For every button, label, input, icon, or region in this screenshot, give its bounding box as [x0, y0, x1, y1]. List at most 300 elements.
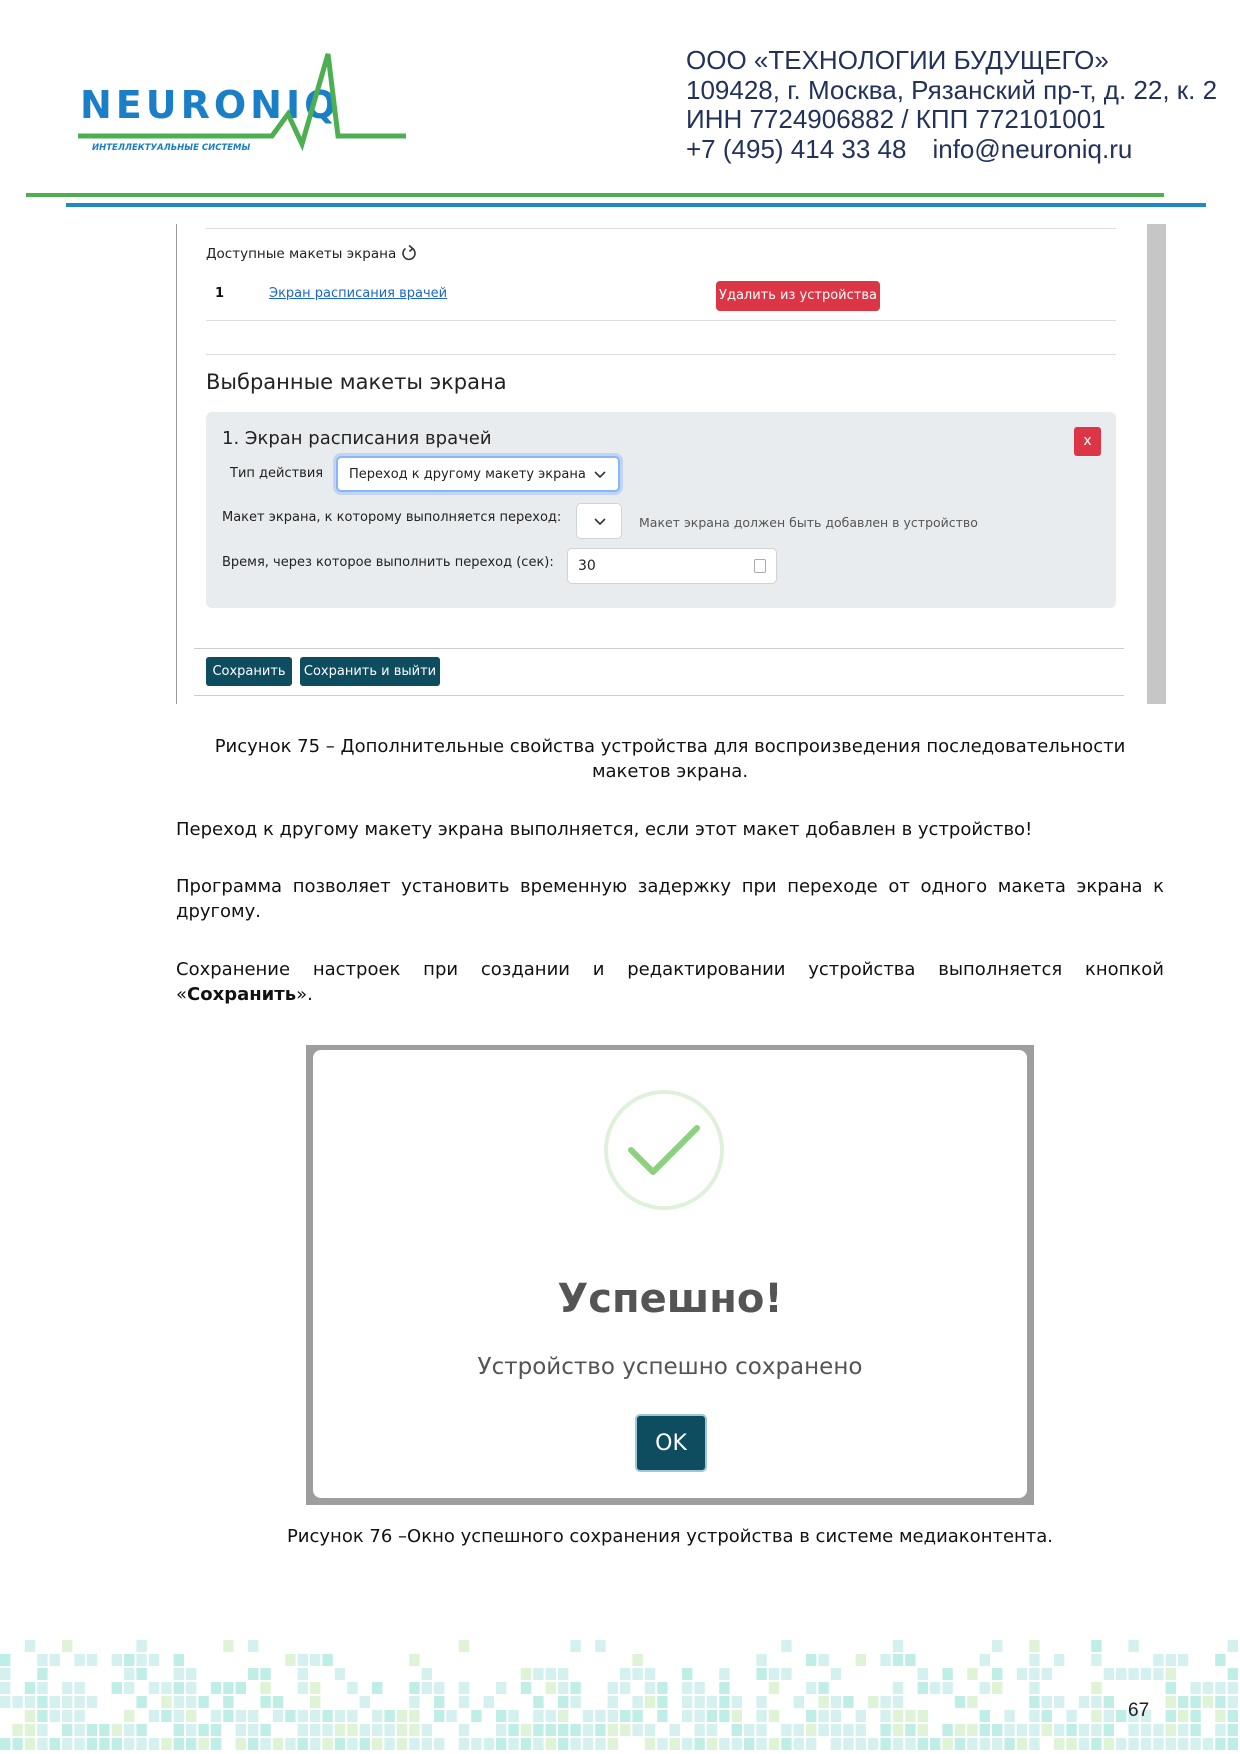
pattern-tile	[174, 1696, 184, 1708]
save-button[interactable]: Сохранить	[206, 657, 292, 686]
divider	[194, 695, 1124, 696]
pattern-tile	[794, 1696, 804, 1708]
pattern-tile	[583, 1724, 593, 1736]
divider	[206, 354, 1116, 355]
screenshot-edge	[176, 224, 177, 704]
pattern-tile	[620, 1710, 630, 1722]
pattern-tile	[831, 1668, 841, 1680]
pattern-tile	[608, 1724, 618, 1736]
pattern-tile	[298, 1710, 308, 1722]
pattern-tile	[558, 1696, 568, 1708]
company-contacts	[686, 135, 1217, 165]
pattern-tile	[496, 1724, 506, 1736]
pattern-tile	[0, 1668, 10, 1680]
pattern-tile	[682, 1710, 692, 1722]
pattern-tile	[298, 1682, 308, 1694]
pattern-tile	[1128, 1640, 1138, 1652]
pattern-tile	[25, 1682, 35, 1694]
pattern-tile	[533, 1738, 543, 1750]
pattern-tile	[570, 1738, 580, 1750]
pattern-tile	[1017, 1738, 1027, 1750]
pattern-tile	[37, 1710, 47, 1722]
pattern-tile	[74, 1654, 84, 1666]
pattern-tile	[905, 1738, 915, 1750]
pattern-tile	[595, 1710, 605, 1722]
paragraph-save-line1: Сохранение настроек при создании и редактировании устройства выполняется кнопкой	[176, 959, 1164, 980]
selected-layout-title: 1. Экран расписания врачей	[222, 428, 492, 449]
pattern-tile	[260, 1724, 270, 1736]
company-phone: +7 (495) 414 33 48	[686, 133, 907, 164]
pattern-tile	[905, 1724, 915, 1736]
pattern-tile	[1104, 1696, 1114, 1708]
pattern-tile	[558, 1668, 568, 1680]
pattern-tile	[62, 1696, 72, 1708]
pattern-tile	[980, 1682, 990, 1694]
pattern-tile	[632, 1710, 642, 1722]
pattern-tile	[422, 1738, 432, 1750]
pattern-tile	[818, 1682, 828, 1694]
pattern-tile	[74, 1710, 84, 1722]
pattern-tile	[397, 1710, 407, 1722]
pattern-tile	[310, 1682, 320, 1694]
pattern-tile	[818, 1724, 828, 1736]
pattern-tile	[484, 1696, 494, 1708]
pattern-tile	[174, 1668, 184, 1680]
pattern-tile	[645, 1682, 655, 1694]
figure-75-caption-line2: макетов экрана.	[591, 761, 749, 782]
available-item-link[interactable]: Экран расписания врачей	[269, 286, 448, 301]
pattern-tile	[50, 1738, 60, 1750]
pattern-tile	[223, 1640, 233, 1652]
target-layout-select[interactable]	[576, 503, 622, 539]
pattern-tile	[719, 1682, 729, 1694]
pattern-tile	[918, 1738, 928, 1750]
pattern-tile	[1104, 1738, 1114, 1750]
target-layout-hint: Макет экрана должен быть добавлен в устройство	[639, 515, 978, 530]
pattern-tile	[409, 1724, 419, 1736]
pattern-tile	[347, 1724, 357, 1736]
pattern-tile	[707, 1696, 717, 1708]
pattern-tile	[967, 1668, 977, 1680]
pattern-tile	[1215, 1696, 1225, 1708]
pattern-tile	[372, 1710, 382, 1722]
pattern-tile	[769, 1682, 779, 1694]
pattern-tile	[248, 1710, 258, 1722]
pattern-tile	[397, 1738, 407, 1750]
pattern-tile	[161, 1682, 171, 1694]
pattern-tile	[248, 1640, 258, 1652]
pattern-tile	[967, 1696, 977, 1708]
delay-input[interactable]	[567, 548, 777, 584]
pattern-tile	[769, 1738, 779, 1750]
pattern-tile	[831, 1696, 841, 1708]
pattern-tile	[719, 1696, 729, 1708]
pattern-tile	[422, 1724, 432, 1736]
pattern-tile	[198, 1696, 208, 1708]
pattern-tile	[174, 1724, 184, 1736]
pattern-tile	[310, 1738, 320, 1750]
figure-75-caption-line1: Рисунок 75 – Дополнительные свойства устройства для воспроизведения последовательности	[214, 736, 1126, 757]
pattern-tile	[25, 1724, 35, 1736]
pattern-tile	[1029, 1738, 1039, 1750]
pattern-tile	[1190, 1738, 1200, 1750]
pattern-tile	[99, 1724, 109, 1736]
check-circle-icon	[602, 1088, 726, 1212]
delay-label: Время, через которое выполнить переход (сек):	[222, 555, 554, 570]
pattern-tile	[694, 1738, 704, 1750]
pattern-tile	[880, 1738, 890, 1750]
pattern-tile	[12, 1738, 22, 1750]
pattern-tile	[645, 1696, 655, 1708]
paragraph-save	[176, 957, 1164, 1007]
pattern-tile	[806, 1738, 816, 1750]
pattern-tile	[657, 1696, 667, 1708]
pattern-tile	[1029, 1696, 1039, 1708]
pattern-tile	[384, 1710, 394, 1722]
pattern-tile	[149, 1710, 159, 1722]
pattern-tile	[372, 1682, 382, 1694]
pattern-tile	[781, 1724, 791, 1736]
pattern-tile	[682, 1738, 692, 1750]
pattern-tile	[422, 1682, 432, 1694]
save-and-exit-button[interactable]: Сохранить и выйти	[300, 657, 440, 686]
pattern-tile	[174, 1710, 184, 1722]
pattern-tile	[558, 1738, 568, 1750]
pattern-tile	[0, 1654, 10, 1666]
pattern-tile	[570, 1724, 580, 1736]
pattern-tile	[670, 1738, 680, 1750]
logo-text: NEURONIQ	[80, 83, 341, 127]
pattern-tile	[942, 1668, 952, 1680]
pattern-tile	[595, 1640, 605, 1652]
pattern-tile	[595, 1724, 605, 1736]
pattern-tile	[1190, 1724, 1200, 1736]
pattern-tile	[1178, 1654, 1188, 1666]
refresh-icon[interactable]	[401, 244, 417, 262]
pattern-tile	[508, 1724, 518, 1736]
pattern-tile	[992, 1738, 1002, 1750]
pattern-tile	[322, 1710, 332, 1722]
pattern-tile	[1228, 1640, 1238, 1652]
pattern-tile	[1017, 1724, 1027, 1736]
pattern-tile	[657, 1682, 667, 1694]
pattern-tile	[310, 1696, 320, 1708]
pattern-tile	[74, 1738, 84, 1750]
pattern-tile	[1066, 1738, 1076, 1750]
pattern-tile	[632, 1654, 642, 1666]
pattern-tile	[50, 1696, 60, 1708]
pattern-tile	[298, 1724, 308, 1736]
pattern-tile	[682, 1696, 692, 1708]
pattern-tile	[744, 1738, 754, 1750]
remove-layout-button[interactable]: x	[1074, 427, 1101, 456]
pattern-tile	[347, 1738, 357, 1750]
pattern-tile	[533, 1710, 543, 1722]
pattern-tile	[236, 1682, 246, 1694]
pattern-tile	[62, 1738, 72, 1750]
pattern-tile	[744, 1724, 754, 1736]
pattern-tile	[37, 1696, 47, 1708]
pattern-tile	[459, 1696, 469, 1708]
pattern-tile	[546, 1668, 556, 1680]
pattern-tile	[620, 1724, 630, 1736]
pattern-tile	[285, 1654, 295, 1666]
pattern-tile	[12, 1724, 22, 1736]
pattern-tile	[50, 1654, 60, 1666]
divider	[194, 648, 1124, 649]
pattern-tile	[732, 1724, 742, 1736]
pattern-tile	[546, 1710, 556, 1722]
pattern-tile	[942, 1724, 952, 1736]
pattern-tile	[1066, 1724, 1076, 1736]
pattern-tile	[682, 1668, 692, 1680]
pattern-tile	[955, 1724, 965, 1736]
pattern-tile	[211, 1682, 221, 1694]
pattern-tile	[533, 1696, 543, 1708]
pattern-tile	[211, 1724, 221, 1736]
pattern-tile	[136, 1668, 146, 1680]
pattern-tile	[880, 1654, 890, 1666]
pattern-tile	[360, 1696, 370, 1708]
pattern-tile	[1004, 1710, 1014, 1722]
pattern-tile	[1079, 1738, 1089, 1750]
pattern-tile	[236, 1724, 246, 1736]
pattern-tile	[124, 1654, 134, 1666]
pattern-tile	[422, 1668, 432, 1680]
pattern-tile	[1029, 1724, 1039, 1736]
company-inn-kpp: ИНН 7724906882 / КПП 772101001	[686, 104, 1106, 134]
pattern-tile	[1054, 1724, 1064, 1736]
pattern-tile	[769, 1668, 779, 1680]
pattern-tile	[1054, 1654, 1064, 1666]
paragraph-delay-line1: Программа позволяет установить временную задержку при переходе от одного макета экрана к	[176, 876, 1164, 897]
pattern-tile	[546, 1682, 556, 1694]
pattern-tile	[707, 1738, 717, 1750]
pattern-tile	[74, 1682, 84, 1694]
pattern-tile	[273, 1710, 283, 1722]
pattern-tile	[434, 1696, 444, 1708]
divider	[206, 320, 1116, 321]
pattern-tile	[1215, 1710, 1225, 1722]
chevron-down-icon	[594, 518, 606, 526]
pattern-tile	[595, 1738, 605, 1750]
pattern-tile	[50, 1710, 60, 1722]
scrollbar[interactable]	[1147, 224, 1166, 704]
pattern-tile	[310, 1724, 320, 1736]
pattern-tile	[360, 1724, 370, 1736]
pattern-tile	[62, 1724, 72, 1736]
pattern-tile	[87, 1654, 97, 1666]
pattern-tile	[1141, 1738, 1151, 1750]
pattern-tile	[285, 1738, 295, 1750]
pattern-tile	[546, 1724, 556, 1736]
pattern-tile	[1042, 1724, 1052, 1736]
available-item-number: 1	[215, 286, 225, 301]
pattern-tile	[1228, 1724, 1238, 1736]
pattern-tile	[992, 1724, 1002, 1736]
pattern-tile	[174, 1654, 184, 1666]
pattern-tile	[459, 1640, 469, 1652]
pattern-tile	[620, 1668, 630, 1680]
pattern-tile	[1029, 1654, 1039, 1666]
pattern-tile	[1104, 1668, 1114, 1680]
pattern-tile	[335, 1668, 345, 1680]
remove-from-device-button[interactable]: Удалить из устройства	[716, 281, 880, 311]
pattern-tile	[397, 1724, 407, 1736]
ok-button[interactable]: OK	[635, 1414, 707, 1472]
pattern-tile	[1004, 1738, 1014, 1750]
pattern-tile	[1228, 1682, 1238, 1694]
pattern-tile	[459, 1738, 469, 1750]
pattern-tile	[1054, 1738, 1064, 1750]
pattern-tile	[1091, 1696, 1101, 1708]
pattern-tile	[322, 1738, 332, 1750]
pattern-tile	[608, 1696, 618, 1708]
pattern-tile	[1178, 1738, 1188, 1750]
pattern-tile	[186, 1724, 196, 1736]
action-type-select[interactable]	[336, 456, 620, 492]
pattern-tile	[335, 1724, 345, 1736]
pattern-tile	[434, 1682, 444, 1694]
pattern-tile	[967, 1738, 977, 1750]
pattern-tile	[608, 1682, 618, 1694]
pattern-tile	[583, 1738, 593, 1750]
pattern-tile	[1091, 1682, 1101, 1694]
pattern-tile	[1141, 1724, 1151, 1736]
pattern-tile	[831, 1738, 841, 1750]
pattern-tile	[1166, 1682, 1176, 1694]
pattern-tile	[1141, 1668, 1151, 1680]
pattern-tile	[818, 1696, 828, 1708]
pattern-tile	[1091, 1738, 1101, 1750]
pattern-tile	[756, 1710, 766, 1722]
pattern-tile	[484, 1738, 494, 1750]
pattern-tile	[136, 1654, 146, 1666]
pattern-tile	[1166, 1710, 1176, 1722]
pattern-tile	[570, 1682, 580, 1694]
pattern-tile	[1166, 1654, 1176, 1666]
footer-pattern	[0, 1640, 1240, 1754]
pattern-tile	[198, 1738, 208, 1750]
pattern-tile	[1203, 1696, 1213, 1708]
pattern-tile	[558, 1724, 568, 1736]
pattern-tile	[1203, 1738, 1213, 1750]
pattern-tile	[223, 1696, 233, 1708]
pattern-tile	[260, 1696, 270, 1708]
pattern-tile	[868, 1696, 878, 1708]
pattern-tile	[794, 1724, 804, 1736]
pattern-tile	[1153, 1724, 1163, 1736]
pattern-tile	[992, 1682, 1002, 1694]
pattern-tile	[37, 1724, 47, 1736]
pattern-tile	[1153, 1668, 1163, 1680]
pattern-tile	[1153, 1654, 1163, 1666]
pattern-tile	[657, 1738, 667, 1750]
pattern-tile	[707, 1710, 717, 1722]
paragraph-layout-transition: Переход к другому макету экрана выполняется, если этот макет добавлен в устройство!	[176, 819, 1033, 840]
pattern-tile	[645, 1724, 655, 1736]
pattern-tile	[322, 1654, 332, 1666]
pattern-tile	[384, 1724, 394, 1736]
pattern-tile	[459, 1682, 469, 1694]
pattern-tile	[806, 1724, 816, 1736]
pattern-tile	[335, 1710, 345, 1722]
pattern-tile	[409, 1696, 419, 1708]
pattern-tile	[645, 1668, 655, 1680]
pattern-tile	[806, 1682, 816, 1694]
pattern-tile	[298, 1654, 308, 1666]
pattern-tile	[1017, 1668, 1027, 1680]
pattern-tile	[856, 1724, 866, 1736]
pattern-tile	[384, 1738, 394, 1750]
pattern-tile	[37, 1654, 47, 1666]
pattern-tile	[806, 1654, 816, 1666]
pattern-tile	[434, 1710, 444, 1722]
pattern-tile	[893, 1682, 903, 1694]
pattern-tile	[459, 1724, 469, 1736]
pattern-tile	[521, 1724, 531, 1736]
pattern-tile	[0, 1738, 10, 1750]
pattern-tile	[1178, 1696, 1188, 1708]
pattern-tile	[546, 1738, 556, 1750]
figure-75-caption	[176, 734, 1164, 784]
pattern-tile	[1091, 1724, 1101, 1736]
pattern-tile	[880, 1696, 890, 1708]
pattern-tile	[1190, 1696, 1200, 1708]
pattern-tile	[25, 1738, 35, 1750]
pattern-tile	[533, 1668, 543, 1680]
pattern-tile	[880, 1710, 890, 1722]
pattern-tile	[1215, 1654, 1225, 1666]
available-layouts-title: Доступные макеты экрана	[206, 246, 397, 262]
pattern-tile	[1079, 1724, 1089, 1736]
number-spinner-icon[interactable]	[754, 559, 766, 573]
pattern-tile	[831, 1710, 841, 1722]
pattern-tile	[694, 1724, 704, 1736]
pattern-tile	[918, 1724, 928, 1736]
pattern-tile	[1029, 1640, 1039, 1652]
pattern-tile	[1228, 1668, 1238, 1680]
pattern-tile	[372, 1724, 382, 1736]
pattern-tile	[719, 1668, 729, 1680]
pattern-tile	[868, 1738, 878, 1750]
pattern-tile	[620, 1682, 630, 1694]
pattern-tile	[521, 1682, 531, 1694]
pattern-tile	[74, 1696, 84, 1708]
pattern-tile	[558, 1710, 568, 1722]
pattern-tile	[223, 1710, 233, 1722]
quote-close: ».	[296, 984, 313, 1005]
pattern-tile	[174, 1738, 184, 1750]
pattern-tile	[174, 1682, 184, 1694]
pattern-tile	[1166, 1696, 1176, 1708]
pattern-tile	[856, 1738, 866, 1750]
pattern-tile	[893, 1654, 903, 1666]
pattern-tile	[99, 1738, 109, 1750]
pattern-tile	[87, 1724, 97, 1736]
pattern-tile	[980, 1654, 990, 1666]
pattern-tile	[905, 1654, 915, 1666]
pattern-tile	[1203, 1682, 1213, 1694]
action-type-label: Тип действия	[230, 466, 324, 481]
pattern-tile	[1104, 1724, 1114, 1736]
pattern-tile	[124, 1724, 134, 1736]
pattern-tile	[1042, 1710, 1052, 1722]
success-title: Успешно!	[557, 1276, 783, 1322]
pattern-tile	[608, 1710, 618, 1722]
pattern-tile	[1215, 1724, 1225, 1736]
pattern-tile	[1042, 1668, 1052, 1680]
